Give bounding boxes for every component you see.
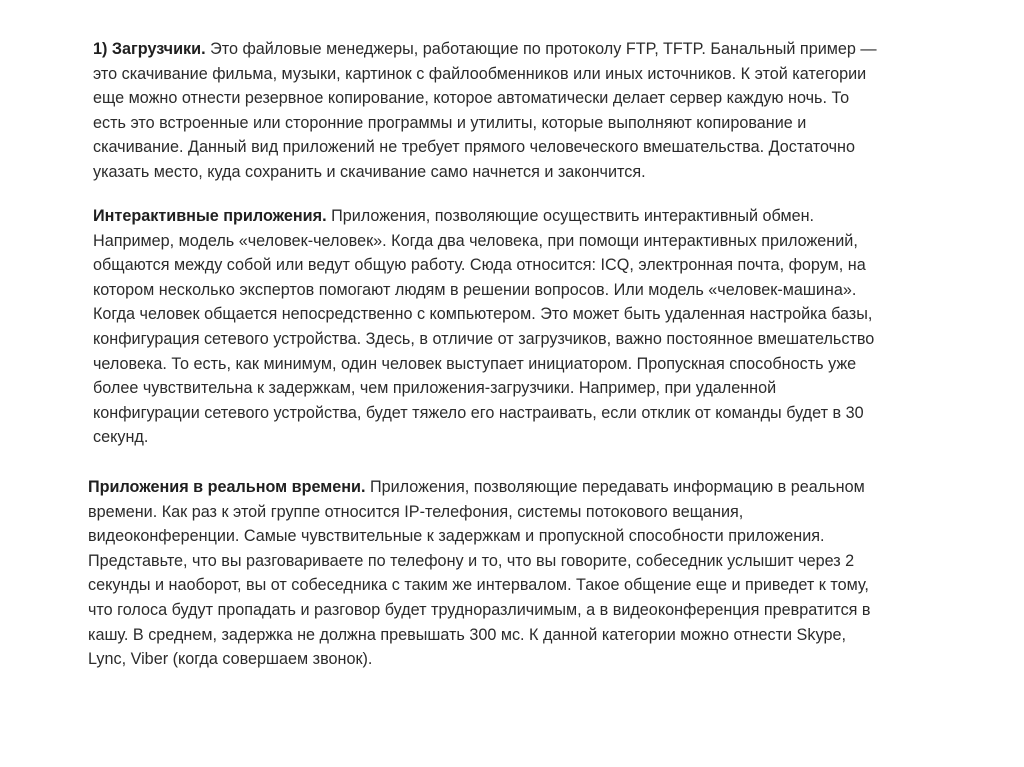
paragraph-heading: Интерактивные приложения. (93, 207, 327, 225)
paragraph-line: человека. То есть, как минимум, один человек выступает инициатором. Пропускная способность уже (93, 354, 857, 373)
paragraph-line: Lync, Viber (когда совершаем звонок). (88, 650, 373, 669)
paragraph-line: Когда человек общается непосредственно с компьютером. Это может быть удаленная настройка базы, (93, 305, 873, 324)
paragraph-line: есть это встроенные или сторонние программы и утилиты, которые выполняют копирование и (93, 113, 807, 132)
paragraph-line: 1) Загрузчики. Это файловые менеджеры, работающие по протоколу FTP, TFTP. Банальный пример — (93, 40, 877, 58)
paragraph-line: указать место, куда сохранить и скачивание само начнется и закончится. (93, 162, 646, 181)
paragraph-line: еще можно отнести резервное копирование, которое автоматически делает сервер каждую ночь. То (93, 89, 850, 108)
paragraph-line: кашу. В среднем, задержка не должна превышать 300 мс. К данной категории можно отнести Skype, (88, 625, 847, 644)
paragraph-downloaders (93, 37, 877, 185)
paragraph-line: Представьте, что вы разговариваете по телефону и то, что вы говорите, собеседник услышит через 2 (88, 551, 855, 570)
paragraph-line: котором несколько экспертов помогают людям в решении вопросов. Или модель «человек-машина». (93, 280, 857, 299)
paragraph-heading: Приложения в реальном времени. (88, 478, 366, 496)
paragraph-line: конфигурации сетевого устройства, будет тяжело его настраивать, если отклик от команды будет в 30 (93, 403, 864, 422)
paragraph-line: Интерактивные приложения. Приложения, позволяющие осуществить интерактивный обмен. (93, 207, 815, 225)
paragraph-line: секунд. (93, 428, 149, 447)
paragraph-line: секунды и наоборот, вы от собеседника с таким же интервалом. Такое общение еще и приведет к тому, (88, 576, 869, 595)
paragraph-line: времени. Как раз к этой группе относится IP-телефония, системы потокового вещания, (88, 502, 744, 521)
paragraph-interactive-apps (93, 204, 874, 450)
paragraph-line: конфигурация сетевого устройства. Здесь, в отличие от загрузчиков, важно постоянное вмешательство (93, 329, 875, 348)
paragraph-line: скачивание. Данный вид приложений не требует прямого человеческого вмешательства. Достаточно (93, 138, 855, 157)
paragraph-line: общаются между собой или ведут общую работу. Сюда относится: ICQ, электронная почта, форум, на (93, 256, 866, 275)
paragraph-line: это скачивание фильма, музыки, картинок с файлообменников или иных источников. К этой категории (93, 64, 867, 83)
paragraph-line: Например, модель «человек-человек». Когда два человека, при помощи интерактивных приложений, (93, 231, 858, 250)
paragraph-line: что голоса будут пропадать и разговор будет трудноразличимым, а в видеоконференция превратится в (88, 600, 871, 619)
paragraph-realtime-apps (88, 475, 871, 672)
paragraph-heading: 1) Загрузчики. (93, 40, 206, 58)
paragraph-line: видеоконференции. Самые чувствительные к задержкам и пропускной способности приложения. (88, 527, 825, 546)
paragraph-line: Приложения в реальном времени. Приложения, позволяющие передавать информацию в реальном (88, 478, 865, 496)
paragraph-line: более чувствительна к задержкам, чем приложения-загрузчики. Например, при удаленной (93, 379, 777, 398)
